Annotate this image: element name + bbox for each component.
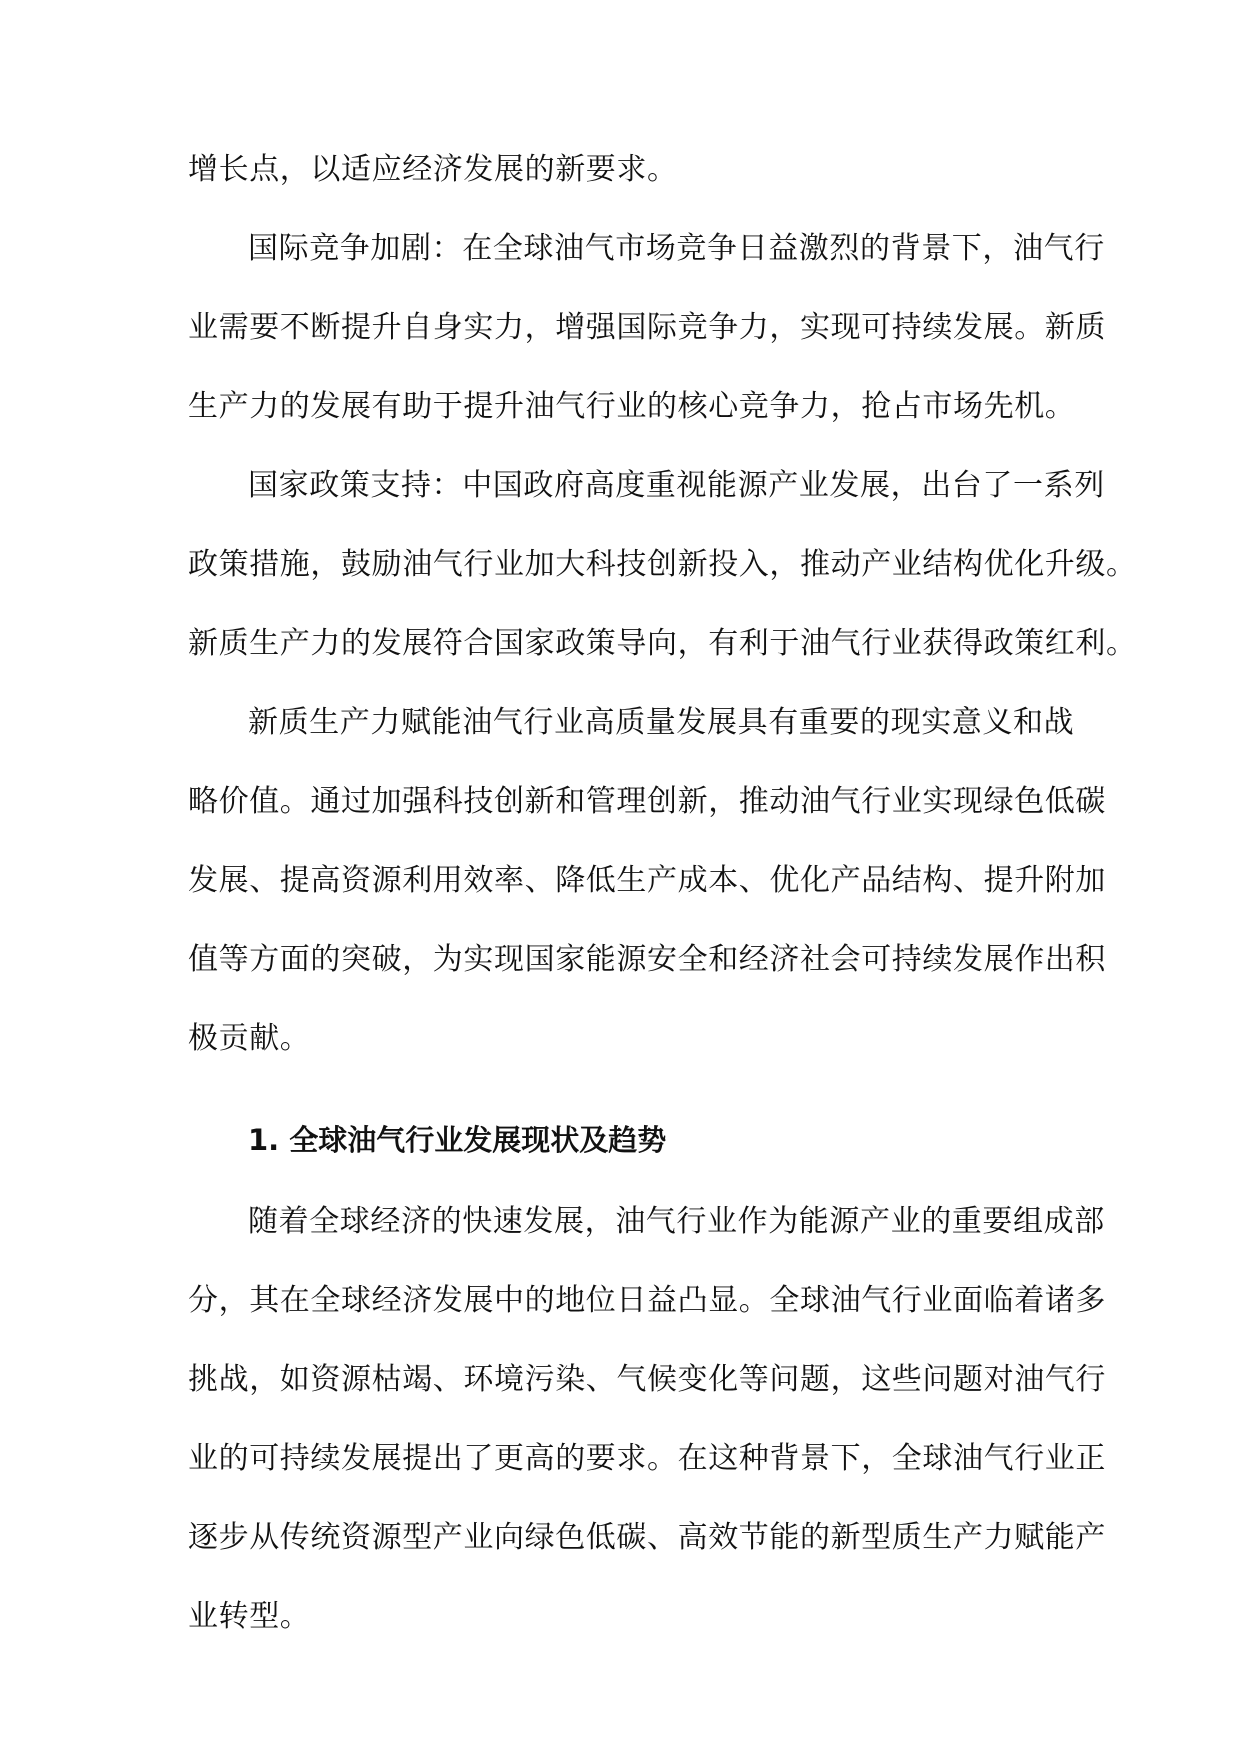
paragraph-line: 生产力的发展有助于提升油气行业的核心竞争力，抢占市场先机。: [188, 389, 1076, 424]
paragraph-line: 政策措施，鼓励油气行业加大科技创新投入，推动产业结构优化升级。: [188, 547, 1137, 582]
paragraph-line: 随着全球经济的快速发展，油气行业作为能源产业的重要组成部: [248, 1204, 1105, 1239]
paragraph-line: 业的可持续发展提出了更高的要求。在这种背景下，全球油气行业正: [188, 1441, 1106, 1476]
paragraph-line: 国家政策支持：中国政府高度重视能源产业发展，出台了一系列: [248, 468, 1105, 503]
paragraph-line: 挑战，如资源枯竭、环境污染、气候变化等问题，这些问题对油气行: [188, 1362, 1106, 1397]
paragraph-line: 业需要不断提升自身实力，增强国际竞争力，实现可持续发展。新质: [188, 310, 1106, 345]
section-heading: 1. 全球油气行业发展现状及趋势: [248, 1123, 667, 1157]
paragraph-line: 发展、提高资源利用效率、降低生产成本、优化产品结构、提升附加: [188, 863, 1106, 898]
paragraph-line: 略价值。通过加强科技创新和管理创新，推动油气行业实现绿色低碳: [188, 784, 1106, 819]
paragraph-line: 业转型。: [188, 1599, 311, 1634]
paragraph-line: 值等方面的突破，为实现国家能源安全和经济社会可持续发展作出积: [188, 942, 1106, 977]
paragraph-line: 新质生产力的发展符合国家政策导向，有利于油气行业获得政策红利。: [188, 626, 1137, 661]
paragraph-line: 逐步从传统资源型产业向绿色低碳、高效节能的新型质生产力赋能产: [188, 1520, 1106, 1555]
paragraph-line: 分，其在全球经济发展中的地位日益凸显。全球油气行业面临着诸多: [188, 1283, 1106, 1318]
paragraph-line: 极贡献。: [188, 1021, 311, 1056]
paragraph-line: 国际竞争加剧：在全球油气市场竞争日益激烈的背景下，油气行: [248, 231, 1105, 266]
paragraph-line: 新质生产力赋能油气行业高质量发展具有重要的现实意义和战: [248, 705, 1075, 740]
paragraph-line: 增长点，以适应经济发展的新要求。: [188, 152, 678, 187]
